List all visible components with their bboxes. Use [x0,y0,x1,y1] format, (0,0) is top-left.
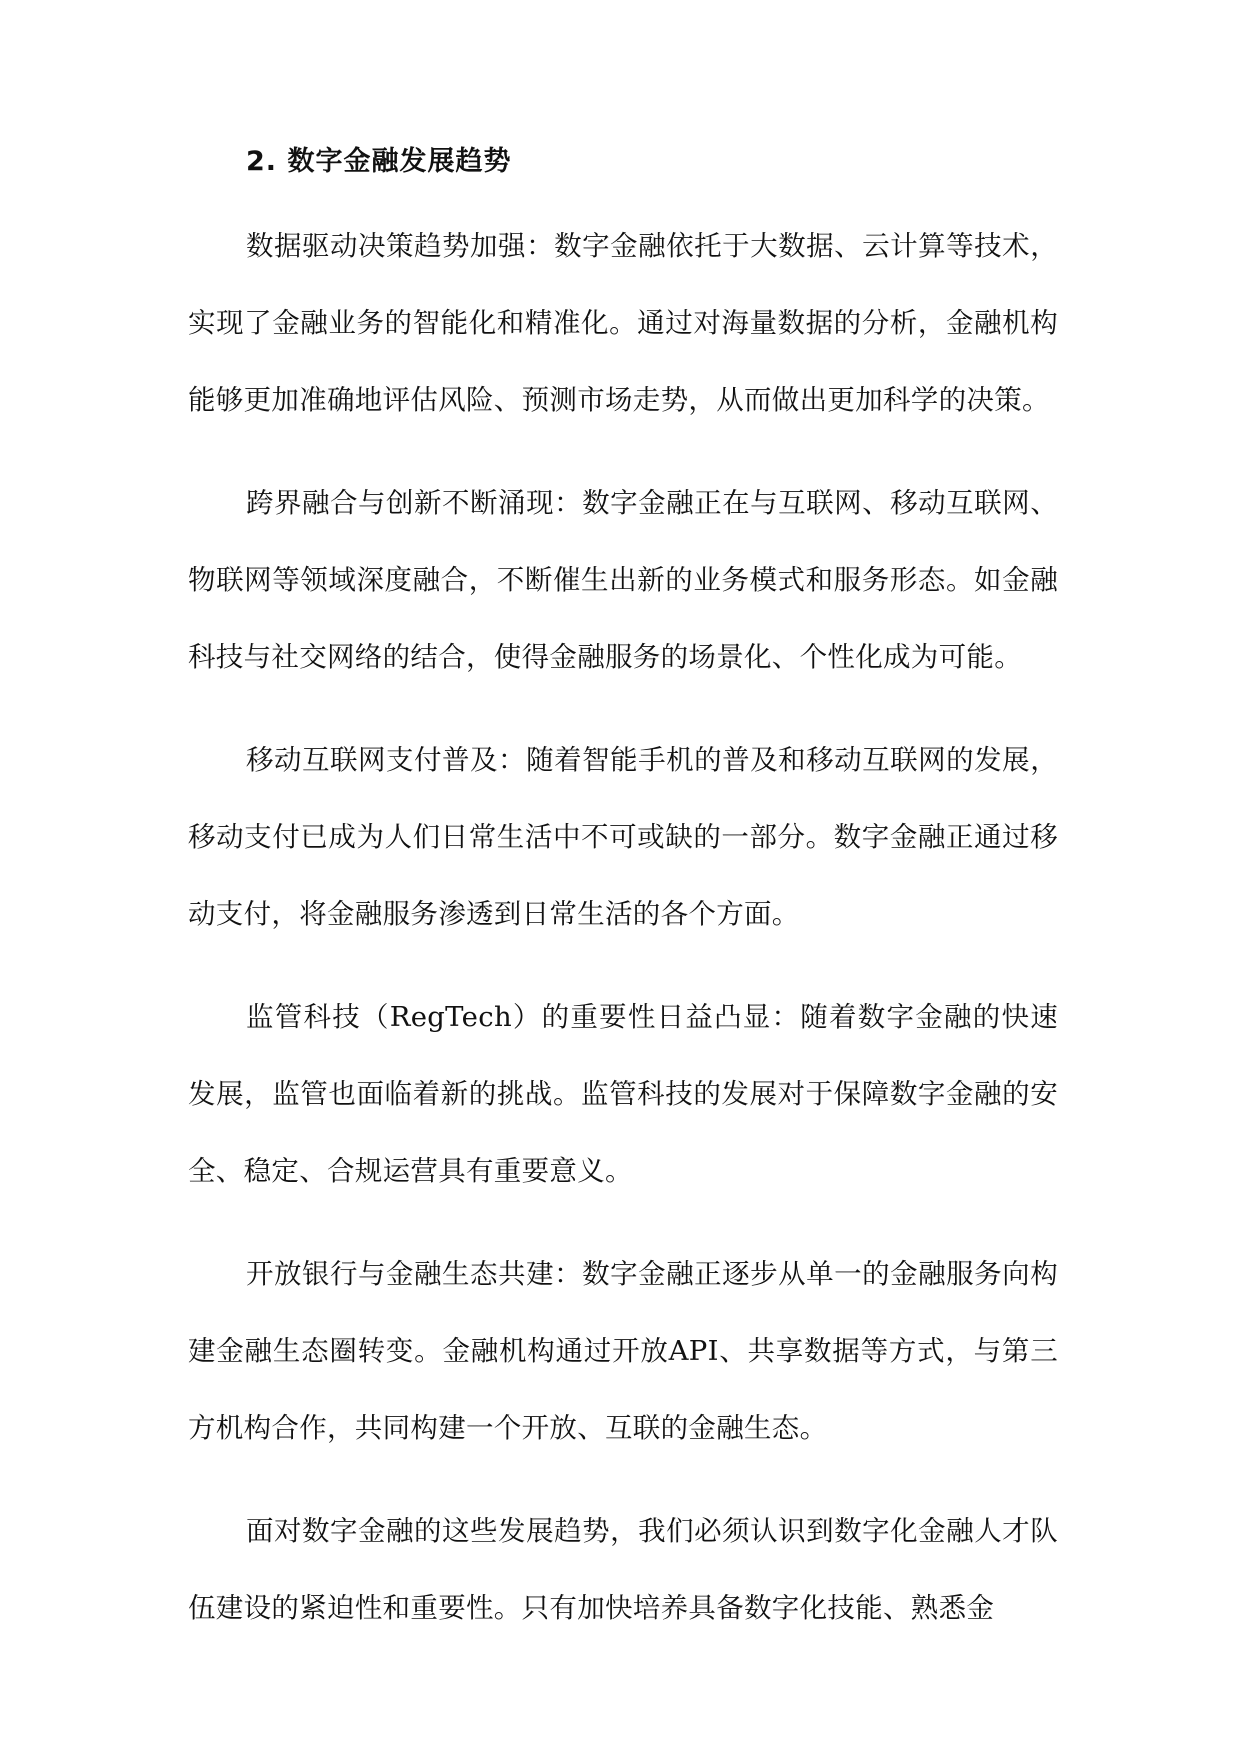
paragraph-regtech: 监管科技（RegTech）的重要性日益凸显：随着数字金融的快速发展，监管也面临着新的挑战。监管科技的发展对于保障数字金融的安全、稳定、合规运营具有重要意义。 [188,1001,1058,1187]
paragraph-talent-development: 面对数字金融的这些发展趋势，我们必须认识到数字化金融人才队伍建设的紧迫性和重要性。只有加快培养具备数字化技能、熟悉金 [188,1515,1058,1624]
paragraph-data-driven-decisions: 数据驱动决策趋势加强：数字金融依托于大数据、云计算等技术，实现了金融业务的智能化和精准化。通过对海量数据的分析，金融机构能够更加准确地评估风险、预测市场走势，从而做出更加科学的决策。 [188,230,1058,416]
paragraph-cross-industry-integration: 跨界融合与创新不断涌现：数字金融正在与互联网、移动互联网、物联网等领域深度融合，不断催生出新的业务模式和服务形态。如金融科技与社交网络的结合，使得金融服务的场景化、个性化成为可能。 [188,487,1058,673]
document-body [188,142,1058,1673]
paragraph-open-banking: 开放银行与金融生态共建：数字金融正逐步从单一的金融服务向构建金融生态圈转变。金融机构通过开放API、共享数据等方式，与第三方机构合作，共同构建一个开放、互联的金融生态。 [188,1258,1058,1444]
paragraph-mobile-payment: 移动互联网支付普及：随着智能手机的普及和移动互联网的发展，移动支付已成为人们日常生活中不可或缺的一部分。数字金融正通过移动支付，将金融服务渗透到日常生活的各个方面。 [188,744,1058,930]
section-heading: 2. 数字金融发展趋势 [246,146,512,177]
